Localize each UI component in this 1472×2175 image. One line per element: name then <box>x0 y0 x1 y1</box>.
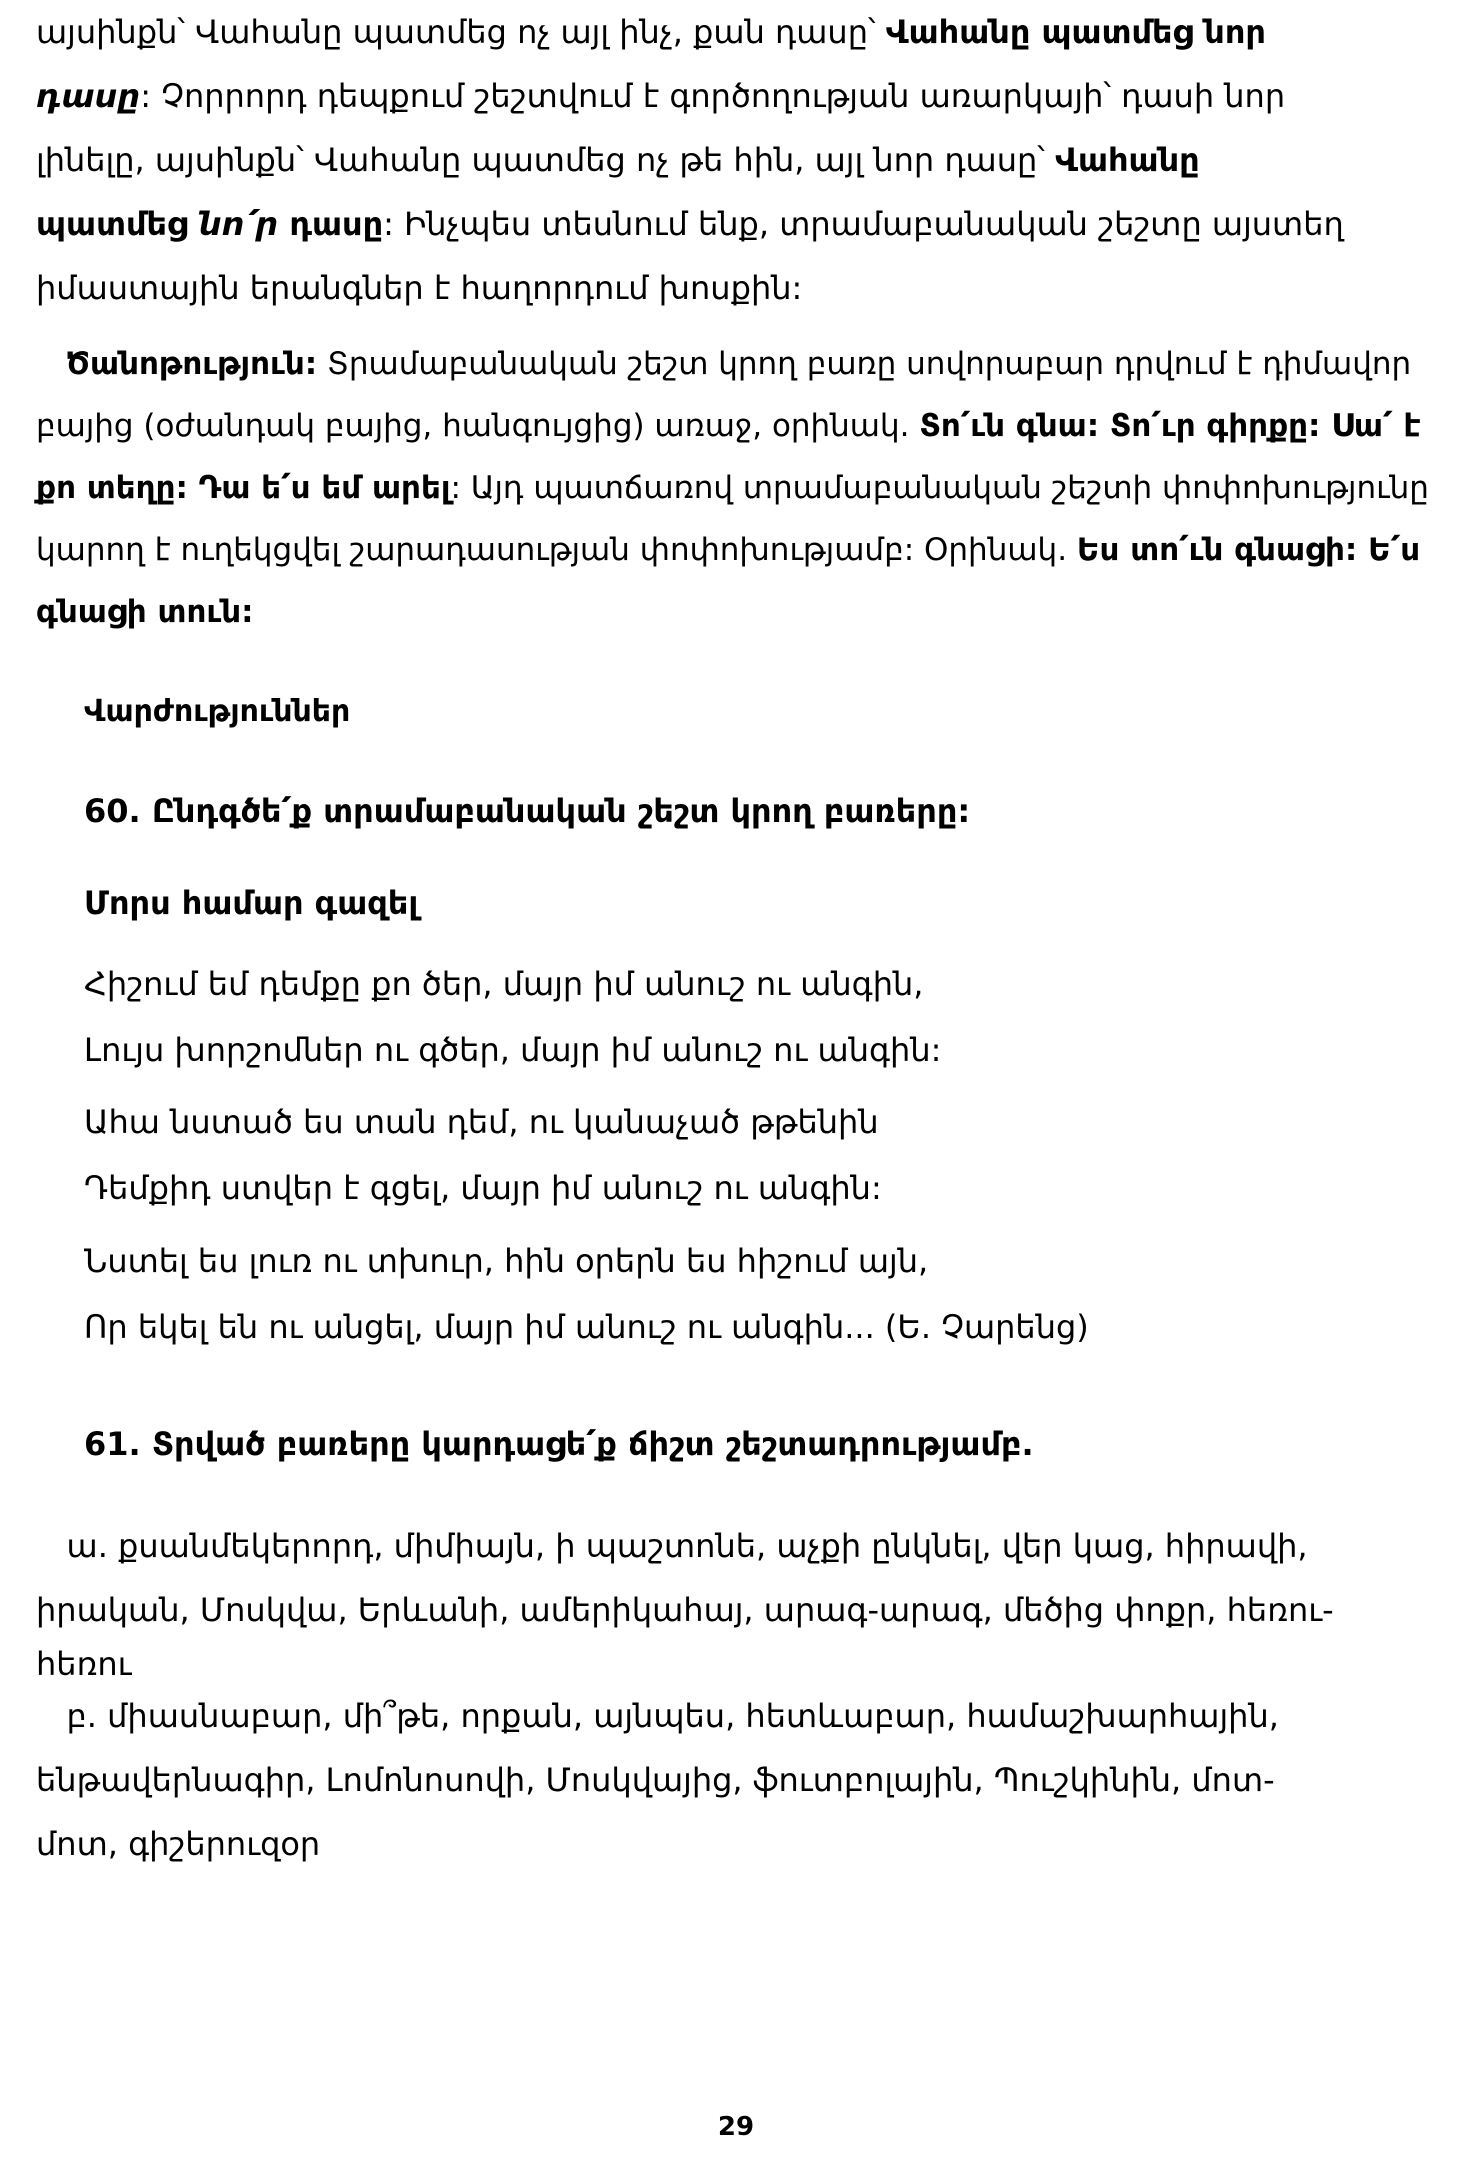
example-bold: Վահանը պատմեց նոր <box>885 13 1266 51</box>
poem-stanza-3 <box>84 1228 1384 1360</box>
text-run: հեռու <box>36 1645 132 1683</box>
word-list-a <box>36 1514 1436 1686</box>
poem-stanza-2 <box>84 1089 1384 1221</box>
text-line <box>36 1514 1436 1578</box>
text-run: լինելը, այսինքն՝ Վահանը պատմեց ոչ թե հին, այլ նոր դասը՝ <box>36 141 1056 179</box>
text-run: ա. քսանմեկերորդ, միմիայն, ի պաշտոնե, աչքի ընկնել, վեր կաց, հիրավի, <box>66 1527 1308 1565</box>
text-line <box>36 1684 1436 1748</box>
example-bold: պատմեց <box>36 205 199 243</box>
intro-paragraph <box>36 0 1436 320</box>
text-line <box>36 0 1436 64</box>
poem-line: Հիշում եմ դեմքը քո ծեր, մայր իմ անուշ ու անգին, <box>84 965 924 1003</box>
text-run: այսինքն՝ Վահանը պատմեց ոչ այլ ինչ, քան դասը՝ <box>36 13 886 51</box>
text-line <box>36 192 1436 256</box>
text-line <box>36 128 1436 192</box>
text-line <box>36 1748 1436 1812</box>
page-number: 29 <box>717 2112 755 2142</box>
example-bold: Տո՛ւն գնա: Տո՛ւր գիրքը: Սա՛ է <box>919 408 1421 444</box>
example-bold: Ես տո՛ւն գնացի: Ե՛ս <box>1076 532 1421 568</box>
text-line <box>36 519 1436 581</box>
poem-line: Ահա նստած ես տան դեմ, ու կանաչած թթենին <box>84 1103 879 1141</box>
example-bold: Վահանը <box>1055 141 1200 179</box>
stressed-word: նո՛ր <box>198 205 279 243</box>
poem-line: Որ եկել են ու անցել, մայր իմ անուշ ու անգին... (Ե. Չարենց) <box>84 1308 1089 1346</box>
example-bold: քո տեղը: Դա ե՛ս եմ արել <box>36 470 451 506</box>
poem-stanza-1 <box>84 951 1384 1083</box>
exercises-heading: Վարժություններ <box>84 694 351 729</box>
text-line <box>36 333 1436 395</box>
example-bold: դասը <box>278 205 384 243</box>
text-run: իրական, Մոսկվա, Երևանի, ամերիկահայ, արագ-արագ, մեծից փոքր, հեռու- <box>36 1591 1334 1629</box>
example-bold-italic: դասը <box>36 77 141 115</box>
text-line <box>36 457 1436 519</box>
text-run: Տրամաբանական շեշտ կրող բառը սովորաբար դրվում է դիմավոր <box>317 346 1412 382</box>
text-run: : Ինչպես տեսնում ենք, տրամաբանական շեշտը այստեղ <box>383 205 1344 243</box>
text-run: կարող է ուղեկցվել շարադասության փոփոխությամբ: Օրինակ. <box>36 532 1077 568</box>
text-run: բայից (օժանդակ բայից, հանգույցից) առաջ, օրինակ. <box>36 408 920 444</box>
text-line <box>36 1812 1436 1876</box>
exercise-60-title: 60. Ընդգծե՛ք տրամաբանական շեշտ կրող բառերը: <box>84 792 971 830</box>
poem-line: Դեմքիդ ստվեր է գցել, մայր իմ անուշ ու անգին: <box>84 1169 882 1207</box>
text-run: մոտ, գիշերուզօր <box>36 1825 321 1863</box>
word-list-b <box>36 1684 1436 1876</box>
poem-line: Նստել ես լուռ ու տխուր, հին օրերն ես հիշում այն, <box>84 1242 929 1280</box>
exercise-61-title: 61. Տրված բառերը կարդացե՛ք ճիշտ շեշտադրությամբ. <box>84 1425 1034 1463</box>
text-line <box>36 1578 1436 1642</box>
text-run: : Չորրորդ դեպքում շեշտվում է գործողության առարկայի՝ դասի նոր <box>140 77 1286 115</box>
text-line <box>36 581 1436 643</box>
example-bold: գնացի տուն: <box>36 594 254 630</box>
text-run: բ. միասնաբար, մի՞թե, որքան, այնպես, հետևաբար, համաշխարհային, <box>66 1697 1279 1735</box>
poem-title: Մորս համար գազել <box>84 884 419 922</box>
text-run: ենթավերնագիր, Լոմոնոսովի, Մոսկվայից, ֆուտբոլային, Պուշկինին, մոտ- <box>36 1761 1275 1799</box>
text-line <box>36 64 1436 128</box>
poem-line: Լույս խորշոմներ ու գծեր, մայր իմ անուշ ու անգին: <box>84 1031 942 1069</box>
text-run: : Այդ պատճառով տրամաբանական շեշտի փոփոխությունը <box>450 470 1429 506</box>
note-label: Ծանոթություն: <box>65 346 318 382</box>
note-paragraph <box>36 333 1436 643</box>
text-line <box>36 256 1436 320</box>
text-run: իմաստային երանգներ է հաղորդում խոսքին: <box>36 269 803 307</box>
text-line <box>36 395 1436 457</box>
text-line <box>36 1642 1436 1686</box>
